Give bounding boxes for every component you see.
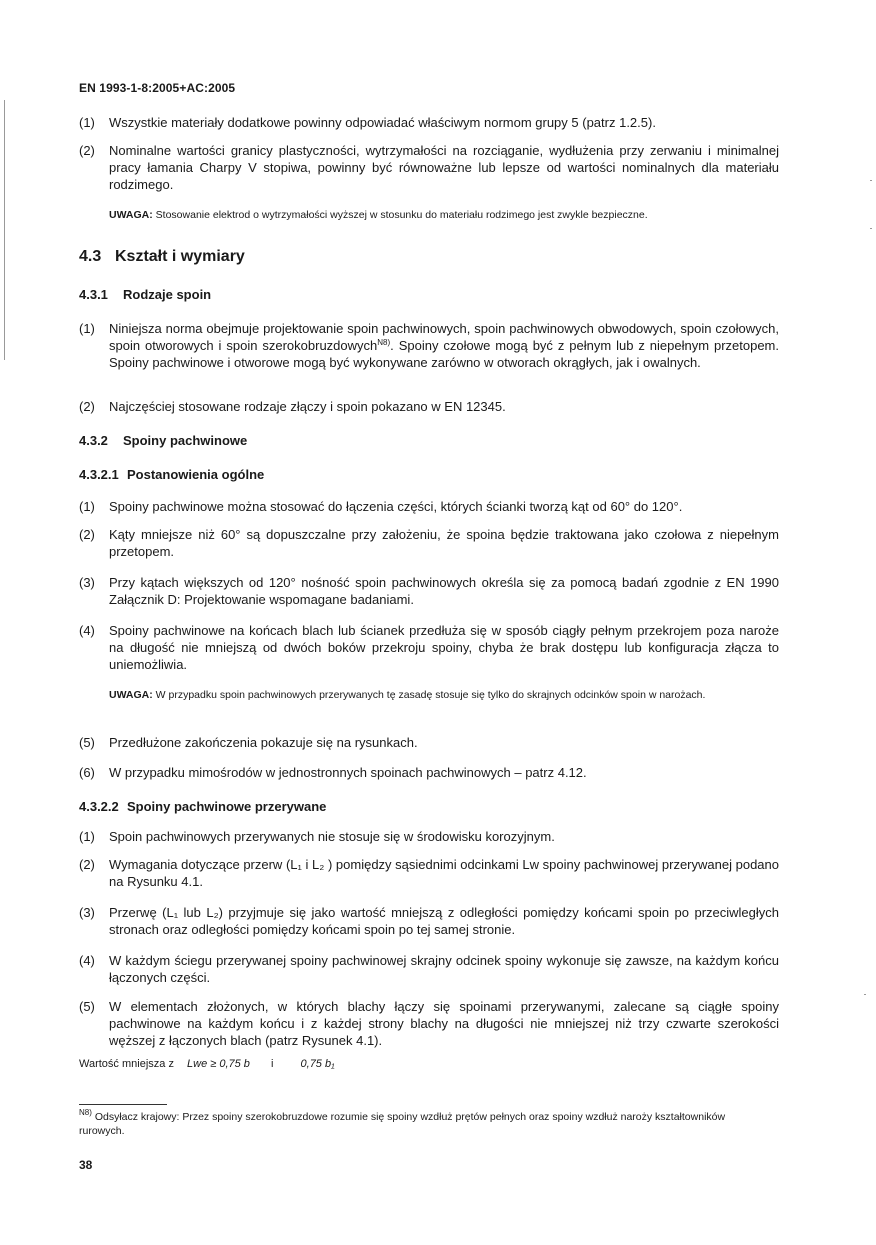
para-number: (4): [79, 953, 95, 968]
note-label: UWAGA:: [109, 209, 153, 221]
footnote-text: Odsyłacz krajowy: Przez spoiny szerokobruzdowe rozumie się spoiny wzdłuż prętów pełnych oraz spoiny wzdłuż naroży kształtowników rurowych.: [79, 1111, 726, 1137]
scan-edge-mark: [870, 228, 872, 229]
s4322-para-1: [79, 828, 779, 845]
formula-and: i: [271, 1058, 274, 1070]
footnote-mark: N8): [79, 1108, 92, 1117]
para-number: (1): [79, 321, 95, 336]
para-text: W elementach złożonych, w których blachy łączy się spoinami przerywanymi, zalecane są ciągłe spoiny pachwinowe na każdym końcu i z każdej strony blachy na długości nie mniejszej niż trzy czwarte szerokości węższej z łączonych blach (patrz Rysunek 4.1).: [109, 999, 779, 1048]
para-text: W każdym ściegu przerywanej spoiny pachwinowej skrajny odcinek spoiny wykonuje się zawsze, na każdym końcu łączonych części.: [109, 953, 779, 985]
para-text: Przerwę (L₁ lub L₂) przyjmuje się jako wartość mniejszą z odległości pomiędzy końcami spoin po przeciwległych stronach oraz odległości pomiędzy końcami spoin po tej samej stronie.: [109, 905, 779, 937]
para-number: (6): [79, 765, 95, 780]
section-number: 4.3.2: [79, 433, 108, 448]
formula-line: [79, 1056, 779, 1073]
para-number: (2): [79, 143, 95, 158]
para-number: (3): [79, 905, 95, 920]
formula-lhs: Lwe ≥ 0,75 b: [187, 1058, 250, 1070]
note-text: Stosowanie elektrod o wytrzymałości wyższej w stosunku do materiału rodzimego jest zwykle bezpieczne.: [155, 209, 648, 221]
note-text: W przypadku spoin pachwinowych przerywanych tę zasadę stosuje się tylko do skrajnych odcinków spoin w narożach.: [155, 689, 706, 701]
para-text-a: Niniejsza norma obejmuje projektowanie spoin pachwinowych, spoin pachwinowych obwodowych, spoin czołowych, spoin otworowych i spoin szerokobruzdowych: [109, 321, 779, 353]
section-number: 4.3.1: [79, 287, 108, 302]
s4322-para-5: [79, 998, 779, 1049]
s4322-para-4: [79, 952, 779, 986]
section-title: Spoiny pachwinowe: [123, 433, 248, 448]
formula-lead: Wartość mniejsza z: [79, 1058, 174, 1070]
para-text: W przypadku mimośrodów w jednostronnych spoinach pachwinowych – patrz 4.12.: [109, 765, 587, 780]
para-number: (2): [79, 399, 95, 414]
para-number: (2): [79, 857, 95, 872]
para-text: Przedłużone zakończenia pokazuje się na rysunkach.: [109, 735, 418, 750]
intro-para-1: [79, 114, 779, 131]
s431-para-2: [79, 398, 779, 415]
para-number: (1): [79, 115, 95, 130]
section-number: 4.3: [79, 248, 102, 265]
note-1: [79, 208, 809, 222]
para-number: (1): [79, 829, 95, 844]
section-4-3-2-heading: [79, 432, 779, 449]
s4322-para-2: [79, 856, 779, 890]
footnote: [79, 1110, 769, 1138]
para-text: Nominalne wartości granicy plastyczności, wytrzymałości na rozciąganie, wydłużenia przy zerwaniu i minimalnej pracy łamania Charpy V stopiwa, powinny być równoważne lub lepsze od wartości nominalnych dla materiału rodzimego.: [109, 143, 779, 192]
page-number: 38: [79, 1158, 93, 1172]
s4321-para-1: [79, 498, 779, 515]
section-title: Kształt i wymiary: [115, 248, 245, 265]
para-text: Wymagania dotyczące przerw (L₁ i L₂ ) pomiędzy sąsiednimi odcinkami Lw spoiny pachwinowej przerywanej podano na Rysunku 4.1.: [109, 857, 779, 889]
s4321-para-4: [79, 622, 779, 673]
section-number: 4.3.2.2: [79, 799, 119, 814]
para-number: (1): [79, 499, 95, 514]
para-text: Wszystkie materiały dodatkowe powinny odpowiadać właściwym normom grupy 5 (patrz 1.2.5).: [109, 115, 656, 130]
section-4-3-2-1-heading: [79, 466, 779, 483]
scan-edge-mark: [870, 180, 872, 181]
scan-edge-mark: [4, 100, 5, 360]
note-2: [79, 688, 809, 702]
section-title: Spoiny pachwinowe przerywane: [127, 799, 327, 814]
footnote-ref: N8): [377, 338, 391, 347]
note-label: UWAGA:: [109, 689, 153, 701]
section-title: Rodzaje spoin: [123, 287, 212, 302]
para-number: (5): [79, 735, 95, 750]
para-text: Kąty mniejsze niż 60° są dopuszczalne przy założeniu, że spoina będzie traktowana jako czołowa z niepełnym przetopem.: [109, 527, 779, 559]
para-text: Najczęściej stosowane rodzaje złączy i spoin pokazano w EN 12345.: [109, 399, 506, 414]
s4322-para-3: [79, 904, 779, 938]
para-text: Spoin pachwinowych przerywanych nie stosuje się w środowisku korozyjnym.: [109, 829, 555, 844]
para-text-b: . Spoiny czołowe mogą być z pełnym lub z niepełnym przetopem. Spoiny pachwinowe i otworowe mogą być wykonywane zarówno w otworach okrągłych, jak i owalnych.: [109, 338, 779, 370]
para-text: [109, 320, 779, 371]
para-number: (4): [79, 623, 95, 638]
para-number: (3): [79, 575, 95, 590]
s4321-para-2: [79, 526, 779, 560]
formula-rhs: 0,75 b₁: [300, 1058, 335, 1070]
para-text: Spoiny pachwinowe na końcach blach lub ścianek przedłuża się w sposób ciągły pełnym przekrojem poza naroże na długość nie mniejszą od dwóch boków przekroju spoiny, chyba że brak dostępu lub konfiguracja złącza to uniemożliwia.: [109, 623, 779, 672]
intro-para-2: [79, 142, 779, 193]
s4321-para-6: [79, 764, 779, 781]
s4321-para-3: [79, 574, 779, 608]
standard-header: EN 1993-1-8:2005+AC:2005: [79, 81, 236, 95]
scan-edge-mark: [864, 994, 866, 995]
section-number: 4.3.2.1: [79, 467, 119, 482]
para-text: Spoiny pachwinowe można stosować do łączenia części, których ścianki tworzą kąt od 60° do 120°.: [109, 499, 683, 514]
section-4-3-2-2-heading: [79, 798, 779, 815]
s431-para-1: [79, 320, 779, 371]
para-text: Przy kątach większych od 120° nośność spoin pachwinowych określa się za pomocą badań zgodnie z EN 1990 Załącznik D: Projektowanie wspomagane badaniami.: [109, 575, 779, 607]
footnote-divider: [79, 1104, 167, 1105]
para-number: (5): [79, 999, 95, 1014]
para-number: (2): [79, 527, 95, 542]
section-title: Postanowienia ogólne: [127, 467, 265, 482]
section-4-3-heading: [79, 248, 779, 265]
s4321-para-5: [79, 734, 779, 751]
section-4-3-1-heading: [79, 286, 779, 303]
